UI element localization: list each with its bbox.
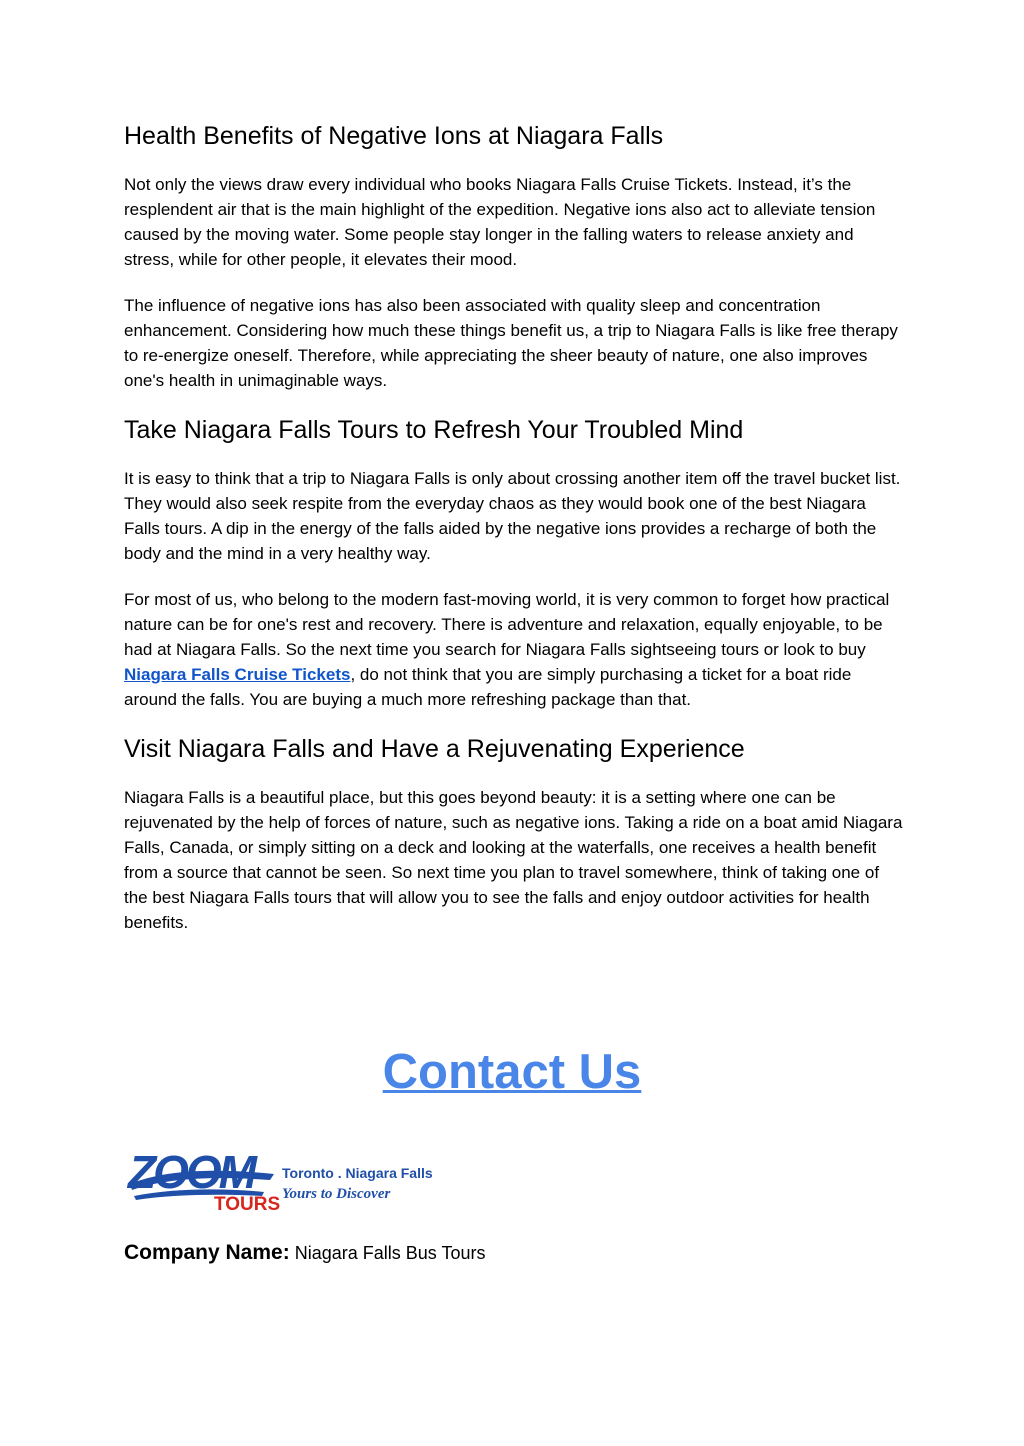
logo-tagline-line2: Yours to Discover [282, 1186, 391, 1202]
logo-sub-text: TOURS [214, 1194, 281, 1215]
paragraph-text-after-link: , do not think that you are simply purchasing a ticket for a boat ride around the falls. You are buying a much more refreshing package than that. [124, 665, 852, 709]
logo-graphic [124, 1140, 433, 1220]
paragraph: It is easy to think that a trip to Niagara Falls is only about crossing another item off the travel bucket list. They would also seek respite from the everyday chaos as they would book one of the best Niagara Falls tours. A dip in the energy of the falls aided by the negative ions provides a recharge of both the body and the mind in a very healthy way. [124, 469, 901, 563]
zoom-tours-logo [124, 1140, 433, 1220]
contact-heading [0, 1040, 1024, 1104]
contact-us-link[interactable]: Contact Us [382, 1045, 642, 1099]
company-name-value: Niagara Falls Bus Tours [294, 1243, 486, 1263]
section-heading-rejuvenating: Visit Niagara Falls and Have a Rejuvenating Experience [124, 735, 745, 763]
paragraph: Not only the views draw every individual who books Niagara Falls Cruise Tickets. Instead, it’s the resplendent air that is the main highlight of the expedition. Negative ions also act to alleviate tension caused by the moving water. Some people stay longer in the falling waters to release anxiety and stress, while for other people, it elevates their mood. [124, 175, 876, 269]
cruise-tickets-link[interactable]: Niagara Falls Cruise Tickets [124, 665, 351, 684]
section-heading-refresh-mind: Take Niagara Falls Tours to Refresh Your Troubled Mind [124, 416, 744, 444]
paragraph-with-link [124, 587, 904, 712]
paragraph-text-before-link: For most of us, who belong to the modern fast-moving world, it is very common to forget how practical nature can be for one's rest and recovery. There is adventure and relaxation, equally enjoyable, to be had at Niagara Falls. So the next time you search for Niagara Falls sightseeing tours or look to buy [124, 590, 890, 659]
paragraph: Niagara Falls is a beautiful place, but this goes beyond beauty: it is a setting where one can be rejuvenated by the help of forces of nature, such as negative ions. Taking a ride on a boat amid Niagara Falls, Canada, or simply sitting on a deck and looking at the waterfalls, one receives a health benefit from a source that cannot be seen. So next time you plan to travel somewhere, think of taking one of the best Niagara Falls tours that will allow you to see the falls and enjoy outdoor activities for health benefits. [124, 788, 903, 932]
paragraph: The influence of negative ions has also been associated with quality sleep and concentration enhancement. Considering how much these things benefit us, a trip to Niagara Falls is like free therapy to re-energize oneself. Therefore, while appreciating the sheer beauty of nature, one also improves one's health in unimaginable ways. [124, 296, 898, 390]
logo-tagline-line1: Toronto . Niagara Falls [282, 1165, 433, 1181]
logo-brand-text: ZOOM [128, 1146, 254, 1198]
company-name-label: Company Name: [124, 1241, 290, 1264]
section-heading-health-benefits: Health Benefits of Negative Ions at Niagara Falls [124, 122, 664, 150]
document-body [124, 120, 904, 956]
company-name-line [124, 1239, 485, 1267]
